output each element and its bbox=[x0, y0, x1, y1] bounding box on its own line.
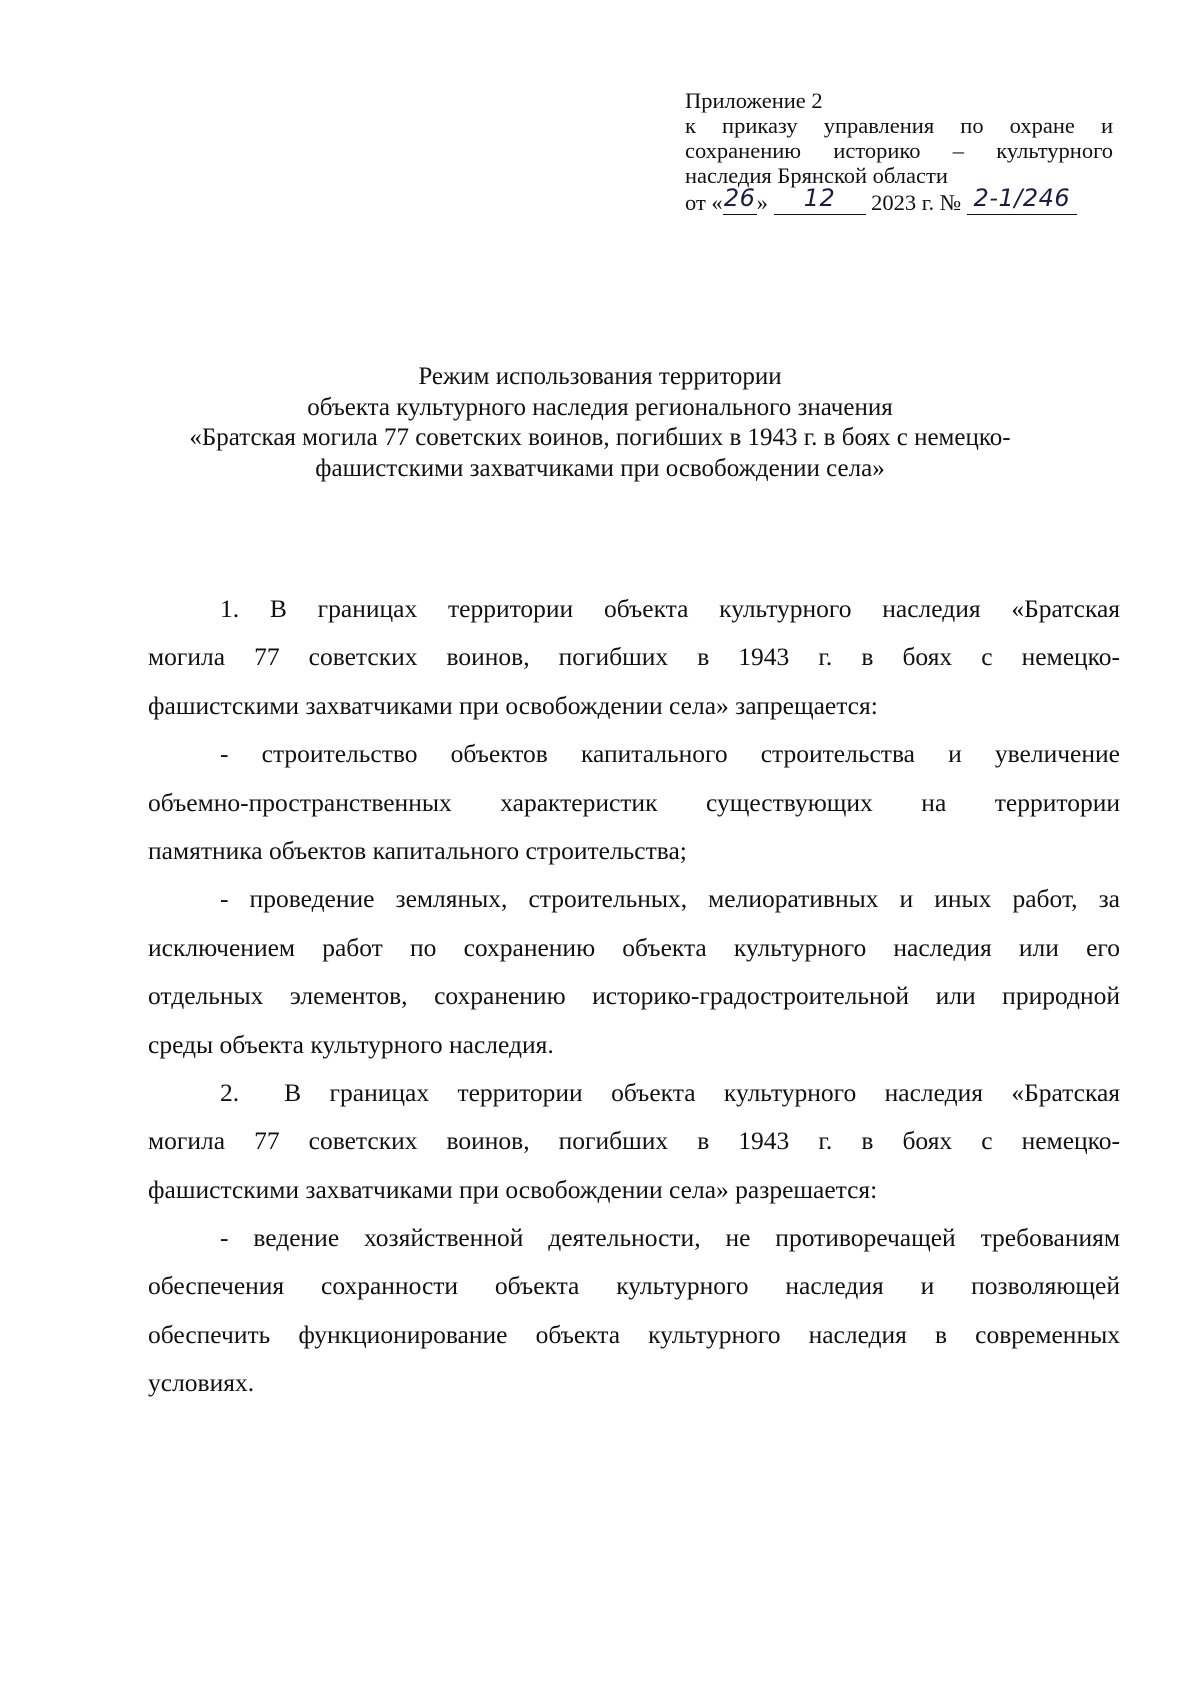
item-line: - строительство объектов капитального строительства и увеличение bbox=[220, 739, 1120, 769]
month-field bbox=[774, 184, 866, 215]
date-mid: » bbox=[756, 190, 768, 215]
attachment-line-1: к приказу управления по охране и bbox=[685, 113, 1113, 138]
attachment-header bbox=[685, 88, 1113, 216]
attachment-date-line bbox=[685, 184, 1113, 216]
section-1-line-3: фашистскими захватчиками при освобождении села» запрещается: bbox=[148, 690, 878, 720]
section-2-line-1 bbox=[148, 1069, 1120, 1117]
section-1 bbox=[148, 585, 1120, 1069]
title-line-4: фашистскими захватчиками при освобождении села» bbox=[315, 454, 885, 482]
section-2-number: 2. bbox=[220, 1077, 240, 1107]
number-field bbox=[967, 184, 1077, 215]
section-1-item-1 bbox=[148, 730, 1120, 875]
item-line: среды объекта культурного наследия. bbox=[148, 1029, 554, 1059]
year-label: 2023 г. № bbox=[871, 190, 962, 215]
day-field bbox=[723, 184, 757, 215]
item-line: - ведение хозяйственной деятельности, не противоречащей требованиям bbox=[220, 1223, 1120, 1253]
item-line: отдельных элементов, сохранению историко-градостроительной или природной bbox=[148, 981, 1120, 1011]
attachment-line-3: наследия Брянской области bbox=[685, 163, 948, 188]
month-value: 12 bbox=[803, 184, 836, 212]
item-line: условиях. bbox=[148, 1368, 255, 1398]
item-line: обеспечить функционирование объекта культурного наследия в современных bbox=[148, 1319, 1120, 1349]
section-1-line-1: 1. В границах территории объекта культурного наследия «Братская bbox=[220, 594, 1120, 623]
number-value: 2-1/246 bbox=[973, 184, 1071, 212]
item-line: объемно-пространственных характеристик существующих на территории bbox=[148, 787, 1120, 817]
attachment-line-2: сохранению историко – культурного bbox=[685, 138, 1113, 163]
item-line: обеспечения сохранности объекта культурного наследия и позволяющей bbox=[148, 1271, 1120, 1301]
item-line: исключением работ по сохранению объекта культурного наследия или его bbox=[148, 932, 1120, 962]
document-body bbox=[148, 585, 1120, 1408]
day-value: 26 bbox=[723, 184, 756, 212]
title-line-2: объекта культурного наследия регионального значения bbox=[307, 393, 893, 421]
section-2-line-1-text: В границах территории объекта культурного наследия «Братская bbox=[284, 1077, 1120, 1107]
section-1-item-2 bbox=[148, 875, 1120, 1069]
item-line: памятника объектов капитального строительства; bbox=[148, 835, 687, 865]
item-line: - проведение земляных, строительных, мелиоративных и иных работ, за bbox=[220, 884, 1120, 914]
attachment-title: Приложение 2 bbox=[685, 88, 823, 113]
date-prefix: от « bbox=[685, 190, 723, 215]
title-line-3: «Братская могила 77 советских воинов, погибших в 1943 г. в боях с немецко- bbox=[189, 424, 1011, 451]
section-1-line-2: могила 77 советских воинов, погибших в 1943 г. в боях с немецко- bbox=[148, 642, 1120, 672]
section-2-item-1 bbox=[148, 1214, 1120, 1408]
section-2 bbox=[148, 1069, 1120, 1408]
section-2-line-2: могила 77 советских воинов, погибших в 1943 г. в боях с немецко- bbox=[148, 1126, 1120, 1156]
document-title bbox=[130, 362, 1070, 484]
title-line-1: Режим использования территории bbox=[418, 363, 782, 390]
section-2-line-3: фашистскими захватчиками при освобождении села» разрешается: bbox=[148, 1174, 878, 1204]
